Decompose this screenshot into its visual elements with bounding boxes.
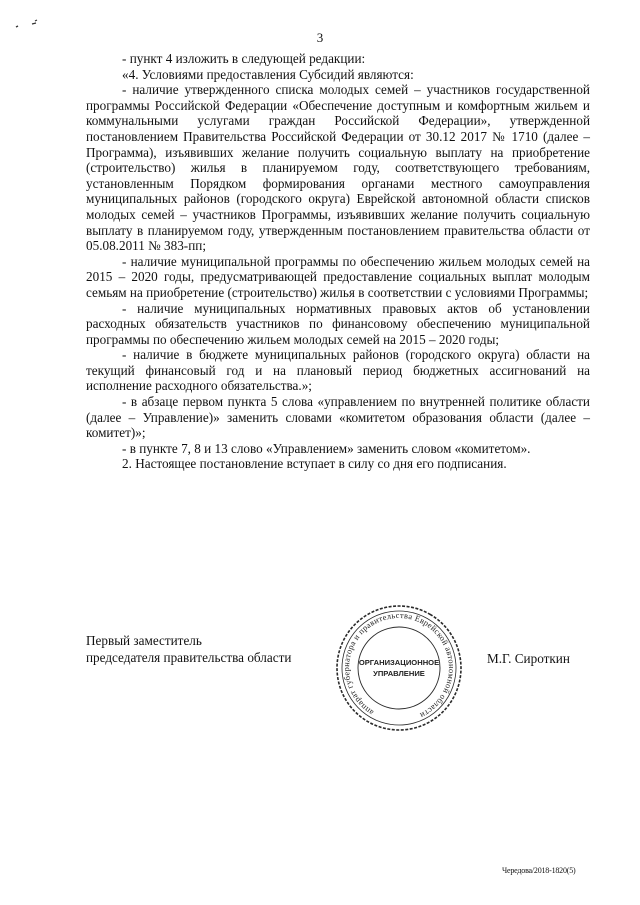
signer-position-line2: председателя правительства области (86, 650, 292, 665)
official-stamp (333, 602, 465, 734)
paragraph-condition-municipal-program: - наличие муниципальной программы по обеспечению жильем молодых семей на 2015 – 2020 годы, предусматривающей предоставление социальных выплат молодым семьям на приобретение (строительство) жилья в соответствии с условиями Программы; (86, 253, 590, 300)
signer-position (86, 632, 291, 666)
paragraph-condition-budget: - наличие в бюджете муниципальных районов (городского округа) области на текущий финансовый год и на плановый период бюджетных ассигнований на исполнение расходного обязательства.»; (86, 347, 590, 394)
signer-name: М.Г. Сироткин (487, 651, 570, 666)
paragraph-amend-item-5: - в абзаце первом пункта 5 слова «управлением по внутренней политике области (далее – Управление)» заменить словами «комитетом образования области (далее – комитет)»; (86, 394, 590, 441)
stamp-center-line2: УПРАВЛЕНИЕ (373, 669, 425, 678)
signer-position-line1: Первый заместитель (86, 633, 202, 648)
page-number: 3 (316, 30, 324, 45)
svg-text:аппарат губернатора и правител (333, 602, 465, 734)
paragraph-condition-list-of-families: - наличие утвержденного списка молодых семей – участников государственной программы Российской Федерации «Обеспечение доступным и комфортным жильем и коммунальными услугами граждан Российской Федерации», утвержденной постановлением Правительства Российской Федерации от 30.12 2017 № 1710 (далее – Программа), изъявивших желание получить социальную выплату на приобретение (строительство) жилья в планируемом году, соответствующего требованиям, установленным Порядком формирования органами местного самоуправления муниципальных районов (городского округа) Еврейской автономной области списков молодых семей – участников Программы, изъявивших желание получить социальную выплату в планируемом году, утвержденным постановлением правительства области от 05.08.2011 № 383-пп; (86, 82, 590, 254)
stamp-ring-text: аппарат губернатора и правительства Еврейской автономной области (341, 610, 457, 720)
document-body (86, 51, 590, 472)
stamp-center-line1: ОРГАНИЗАЦИОННОЕ (358, 658, 440, 667)
paragraph-condition-legal-acts: - наличие муниципальных нормативных правовых актов об установлении расходных обязательств участников по финансовому обеспечению муниципальной программы по обеспечению жильем молодых семей на 2015 – 2020 годы; (86, 300, 590, 347)
paragraph-amend-items-7-8-13: - в пункте 7, 8 и 13 слово «Управлением» заменить словом «комитетом». (122, 440, 531, 456)
paragraph-conditions-heading: «4. Условиями предоставления Субсидий являются: (122, 66, 414, 82)
paragraph-entry-into-force: 2. Настоящее постановление вступает в силу со дня его подписания. (122, 456, 507, 472)
footer-executor-ref: Чередова/2018-1820(5) (502, 866, 576, 875)
paragraph-amend-item-4: - пункт 4 изложить в следующей редакции: (122, 51, 366, 66)
